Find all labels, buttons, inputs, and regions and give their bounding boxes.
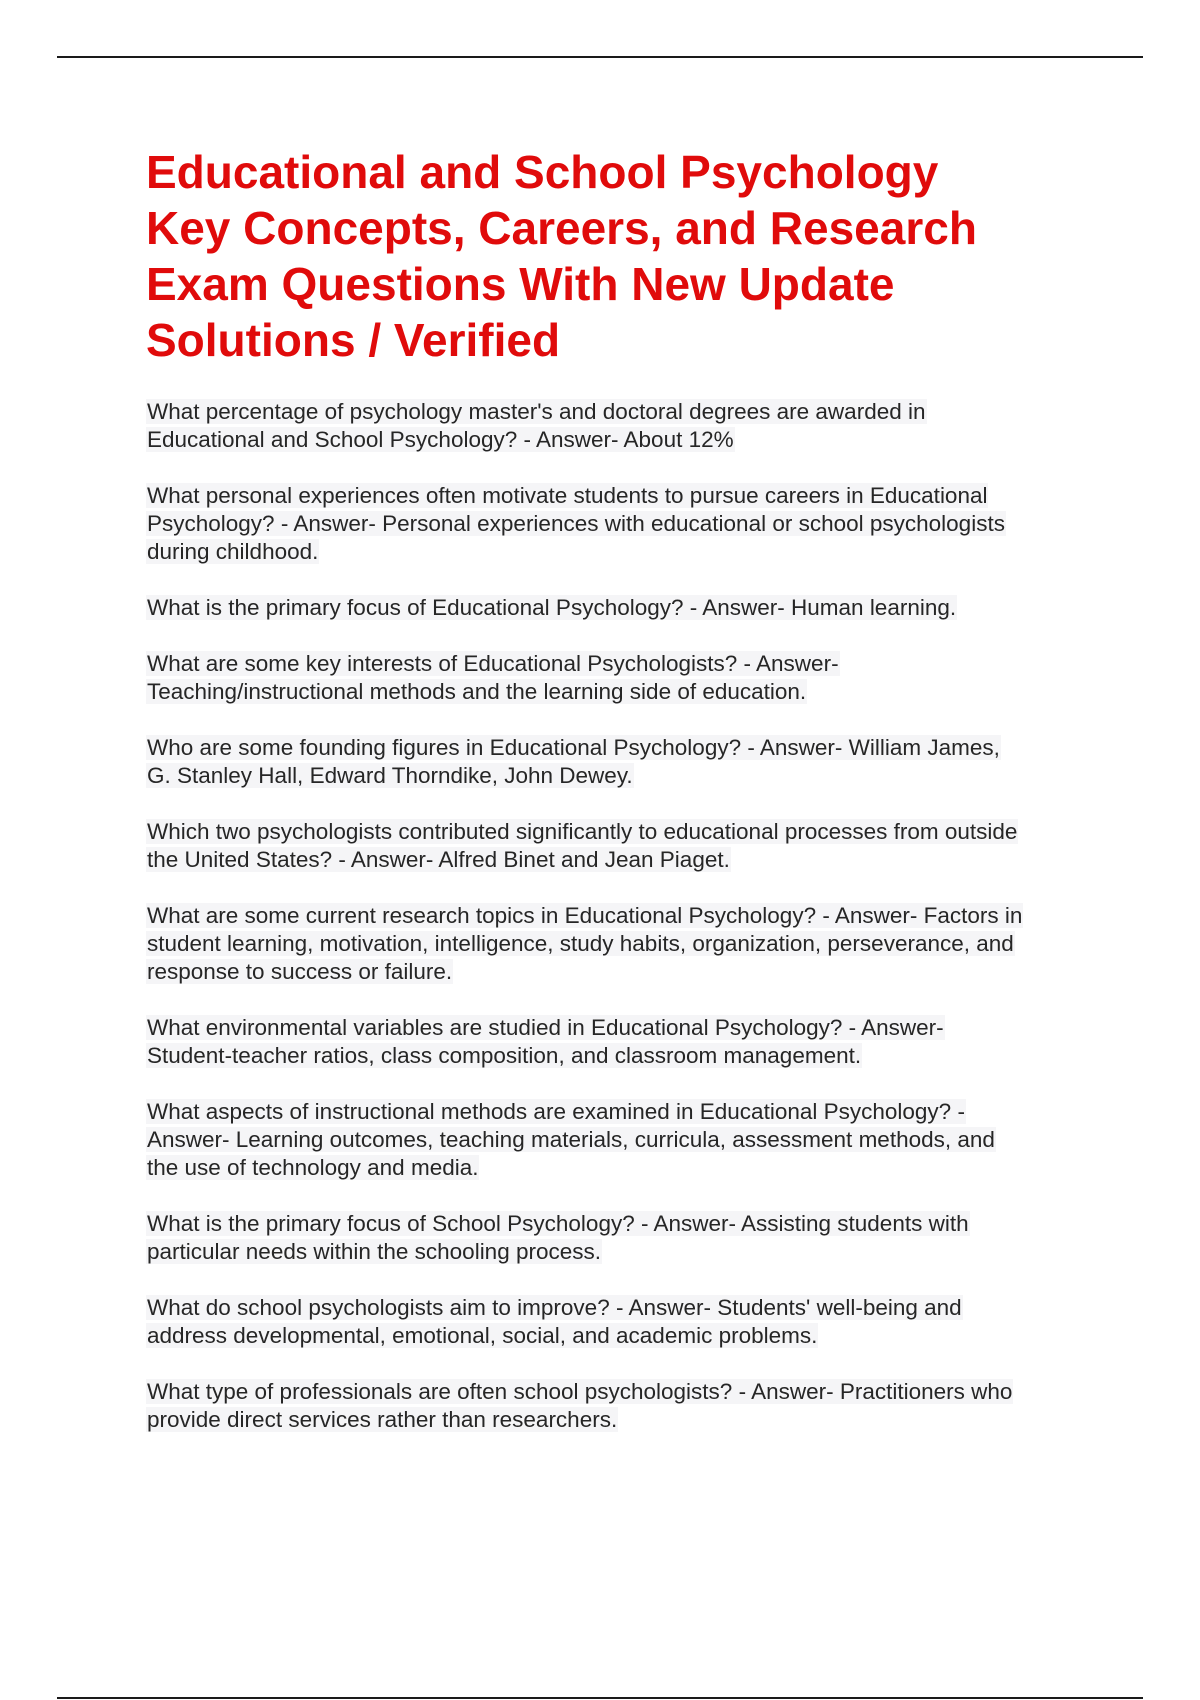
qa-line-text: What are some current research topics in Educational Psychology? - Answer- Factors in xyxy=(147,903,1023,928)
qa-line-text: Who are some founding figures in Educational Psychology? - Answer- William James, xyxy=(147,735,1000,760)
qa-line xyxy=(146,1126,1096,1154)
qa-line-text: address developmental, emotional, social, and academic problems. xyxy=(147,1323,818,1348)
bottom-rule xyxy=(57,1697,1143,1699)
qa-line-text: What percentage of psychology master's and doctoral degrees are awarded in xyxy=(147,399,926,424)
qa-line xyxy=(146,426,1096,454)
qa-line-text: Which two psychologists contributed significantly to educational processes from outside xyxy=(147,819,1018,844)
qa-line-text: What is the primary focus of Educational Psychology? - Answer- Human learning. xyxy=(147,595,957,620)
qa-line-text: provide direct services rather than researchers. xyxy=(147,1407,618,1432)
qa-line-text: What are some key interests of Educational Psychologists? - Answer- xyxy=(147,651,839,676)
qa-line xyxy=(146,1294,1096,1322)
qa-line-text: the United States? - Answer- Alfred Binet and Jean Piaget. xyxy=(147,847,730,872)
qa-item xyxy=(146,902,1096,986)
title-line: Key Concepts, Careers, and Research xyxy=(146,202,977,254)
qa-item xyxy=(146,1294,1096,1350)
qa-line xyxy=(146,1406,1096,1434)
qa-line xyxy=(146,1098,1096,1126)
qa-line xyxy=(146,1238,1096,1266)
qa-line xyxy=(146,1378,1096,1406)
qa-item xyxy=(146,734,1096,790)
qa-line-text: What aspects of instructional methods are examined in Educational Psychology? - xyxy=(147,1099,965,1124)
qa-line-text: Educational and School Psychology? - Answer- About 12% xyxy=(147,427,734,452)
qa-line xyxy=(146,678,1096,706)
title-line: Exam Questions With New Update xyxy=(146,258,895,310)
qa-item xyxy=(146,594,1096,622)
qa-line xyxy=(146,398,1096,426)
top-rule xyxy=(57,56,1143,58)
qa-line xyxy=(146,650,1096,678)
qa-line-text: G. Stanley Hall, Edward Thorndike, John Dewey. xyxy=(147,763,633,788)
qa-line-text: What personal experiences often motivate students to pursue careers in Educational xyxy=(147,483,988,508)
qa-line-text: What type of professionals are often school psychologists? - Answer- Practitioners who xyxy=(147,1379,1013,1404)
qa-line-text: particular needs within the schooling process. xyxy=(147,1239,601,1264)
qa-line xyxy=(146,734,1096,762)
qa-line xyxy=(146,902,1096,930)
qa-line-text: response to success or failure. xyxy=(147,959,453,984)
qa-line-text: the use of technology and media. xyxy=(147,1155,479,1180)
qa-line-text: Teaching/instructional methods and the learning side of education. xyxy=(147,679,807,704)
qa-item xyxy=(146,650,1096,706)
qa-line xyxy=(146,958,1096,986)
qa-line xyxy=(146,538,1096,566)
qa-line xyxy=(146,930,1096,958)
qa-item xyxy=(146,1210,1096,1266)
qa-item xyxy=(146,482,1096,566)
qa-line xyxy=(146,846,1096,874)
qa-line xyxy=(146,510,1096,538)
qa-item xyxy=(146,1014,1096,1070)
document-title xyxy=(146,144,1096,368)
qa-line-text: during childhood. xyxy=(147,539,319,564)
qa-line xyxy=(146,482,1096,510)
qa-item xyxy=(146,1098,1096,1182)
title-line: Solutions / Verified xyxy=(146,314,561,366)
qa-line-text: What environmental variables are studied in Educational Psychology? - Answer- xyxy=(147,1015,944,1040)
qa-line xyxy=(146,594,1096,622)
qa-line xyxy=(146,1210,1096,1238)
qa-item xyxy=(146,398,1096,454)
qa-line-text: What do school psychologists aim to improve? - Answer- Students' well-being and xyxy=(147,1295,962,1320)
title-line: Educational and School Psychology xyxy=(146,146,939,198)
qa-line-text: What is the primary focus of School Psychology? - Answer- Assisting students with xyxy=(147,1211,969,1236)
qa-item xyxy=(146,1378,1096,1434)
qa-item xyxy=(146,818,1096,874)
document-body xyxy=(146,144,1096,1462)
qa-line xyxy=(146,1322,1096,1350)
qa-line xyxy=(146,1042,1096,1070)
qa-line-text: student learning, motivation, intelligence, study habits, organization, perseverance, and xyxy=(147,931,1014,956)
qa-line xyxy=(146,818,1096,846)
qa-line-text: Answer- Learning outcomes, teaching materials, curricula, assessment methods, and xyxy=(147,1127,995,1152)
qa-line xyxy=(146,762,1096,790)
qa-line xyxy=(146,1154,1096,1182)
qa-list xyxy=(146,398,1096,1434)
qa-line xyxy=(146,1014,1096,1042)
qa-line-text: Student-teacher ratios, class composition, and classroom management. xyxy=(147,1043,862,1068)
qa-line-text: Psychology? - Answer- Personal experiences with educational or school psychologists xyxy=(147,511,1005,536)
